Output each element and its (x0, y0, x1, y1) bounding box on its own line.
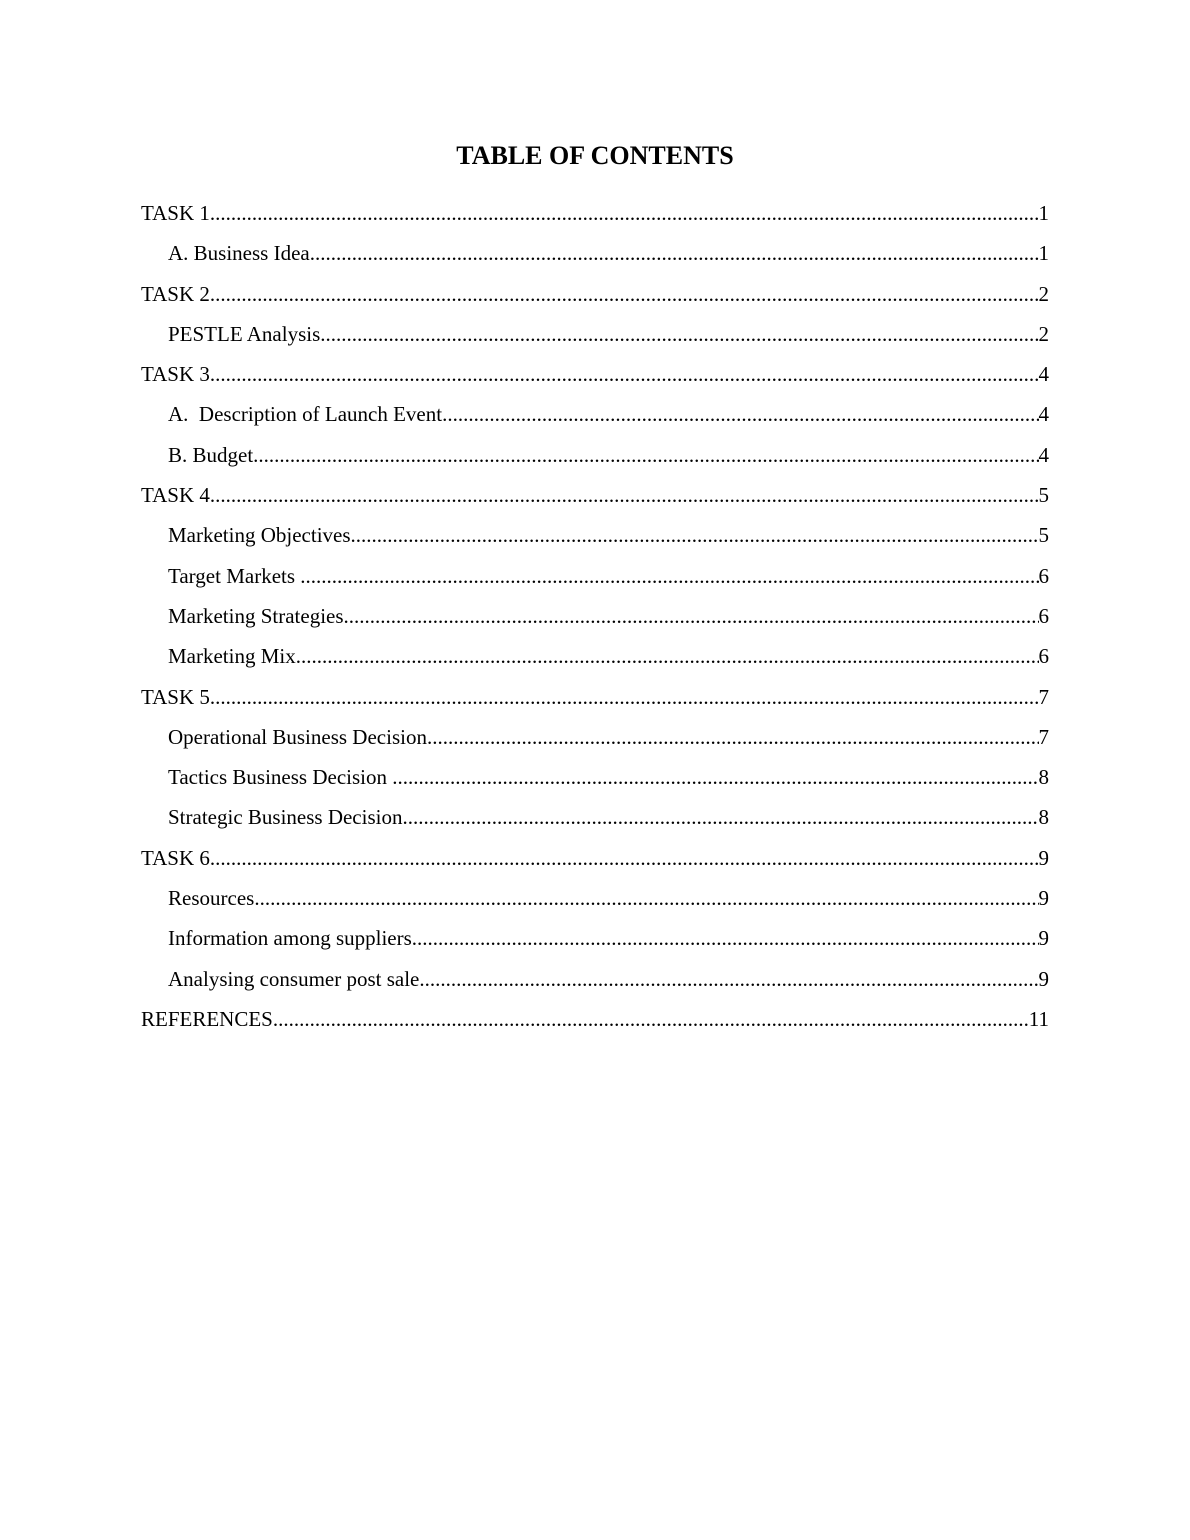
toc-entry-label: TASK 2 (141, 281, 210, 306)
toc-entry-task-2[interactable] (141, 278, 1049, 318)
toc-entry-page: 8 (1038, 805, 1049, 830)
dot-leader (273, 1003, 1029, 1035)
toc-entry-page: 6 (1038, 603, 1049, 628)
toc-entry-references[interactable] (141, 1003, 1049, 1043)
dot-leader (351, 519, 1039, 551)
toc-entry-operational-decision[interactable] (141, 721, 1049, 761)
toc-entry-label: TASK 4 (141, 483, 210, 508)
dot-leader (210, 479, 1039, 511)
toc-entry-page: 1 (1038, 241, 1049, 266)
dot-leader (210, 842, 1039, 874)
toc-entry-page: 8 (1038, 765, 1049, 790)
dot-leader (310, 237, 1039, 269)
dot-leader (300, 560, 1038, 592)
toc-title: TABLE OF CONTENTS (456, 141, 734, 170)
toc-entry-marketing-objectives[interactable] (141, 519, 1049, 559)
toc-entry-page: 11 (1028, 1006, 1049, 1031)
toc-entry-page: 4 (1038, 402, 1049, 427)
toc-entry-label: Marketing Mix (168, 644, 296, 669)
toc-entry-label: Tactics Business Decision (168, 765, 393, 790)
toc-entry-label: Strategic Business Decision (168, 805, 403, 830)
toc-entry-label: B. Budget (168, 442, 254, 467)
toc-entry-task-6[interactable] (141, 842, 1049, 882)
toc-entry-page: 7 (1038, 684, 1049, 709)
dot-leader (296, 640, 1039, 672)
toc-entry-page: 9 (1038, 926, 1049, 951)
toc-entry-label: PESTLE Analysis (168, 321, 321, 346)
toc-entry-label: Resources (168, 886, 255, 911)
toc-entry-page: 2 (1038, 321, 1049, 346)
dot-leader (210, 197, 1039, 229)
toc-entry-label: TASK 6 (141, 845, 210, 870)
dot-leader (392, 761, 1038, 793)
toc-entry-launch-event[interactable] (141, 398, 1049, 438)
dot-leader (344, 600, 1039, 632)
toc-entry-label: TASK 1 (141, 201, 210, 225)
toc-entry-page: 6 (1038, 563, 1049, 588)
dot-leader (210, 278, 1039, 310)
toc-entry-task-1[interactable] (141, 197, 1049, 237)
dot-leader (320, 318, 1038, 350)
toc-entry-page: 4 (1038, 362, 1049, 387)
toc-entry-resources[interactable] (141, 882, 1049, 922)
toc-entry-strategic-decision[interactable] (141, 801, 1049, 841)
dot-leader (254, 882, 1038, 914)
toc-entry-target-markets[interactable] (141, 560, 1049, 600)
toc-entry-label: A. Description of Launch Event (168, 402, 443, 427)
toc-entry-marketing-mix[interactable] (141, 640, 1049, 680)
toc-entry-information-suppliers[interactable] (141, 922, 1049, 962)
toc-entry-page: 6 (1038, 644, 1049, 669)
toc-entry-label: TASK 5 (141, 684, 210, 709)
toc-entry-page: 9 (1038, 845, 1049, 870)
dot-leader (419, 963, 1038, 995)
toc-entry-marketing-strategies[interactable] (141, 600, 1049, 640)
dot-leader (402, 801, 1038, 833)
toc-entry-task-3[interactable] (141, 358, 1049, 398)
toc-entry-label: Marketing Strategies (168, 603, 344, 628)
toc-entry-page: 9 (1038, 966, 1049, 991)
dot-leader (253, 439, 1038, 471)
toc-entry-tactics-decision[interactable] (141, 761, 1049, 801)
toc-entry-label: Analysing consumer post sale (168, 966, 420, 991)
toc-list (141, 197, 1049, 1043)
dot-leader (427, 721, 1039, 753)
toc-entry-label: REFERENCES (141, 1006, 273, 1031)
toc-entry-page: 7 (1038, 724, 1049, 749)
toc-entry-label: Operational Business Decision (168, 724, 427, 749)
toc-entry-budget[interactable] (141, 439, 1049, 479)
toc-entry-page: 2 (1038, 281, 1049, 306)
dot-leader (210, 681, 1039, 713)
toc-entry-page: 5 (1038, 523, 1049, 548)
dot-leader (210, 358, 1039, 390)
toc-entry-label: TASK 3 (141, 362, 210, 387)
toc-entry-page: 5 (1038, 483, 1049, 508)
toc-entry-business-idea[interactable] (141, 237, 1049, 277)
toc-entry-page: 1 (1038, 201, 1049, 225)
toc-entry-page: 4 (1038, 442, 1049, 467)
dot-leader (442, 398, 1038, 430)
toc-entry-page: 9 (1038, 886, 1049, 911)
toc-entry-pestle-analysis[interactable] (141, 318, 1049, 358)
toc-entry-consumer-post-sale[interactable] (141, 963, 1049, 1003)
toc-entry-label: A. Business Idea (168, 241, 310, 266)
toc-entry-task-4[interactable] (141, 479, 1049, 519)
toc-entry-task-5[interactable] (141, 681, 1049, 721)
dot-leader (412, 922, 1039, 954)
toc-entry-label: Information among suppliers (168, 926, 412, 951)
toc-entry-label: Target Markets (168, 563, 301, 588)
toc-entry-label: Marketing Objectives (168, 523, 351, 548)
